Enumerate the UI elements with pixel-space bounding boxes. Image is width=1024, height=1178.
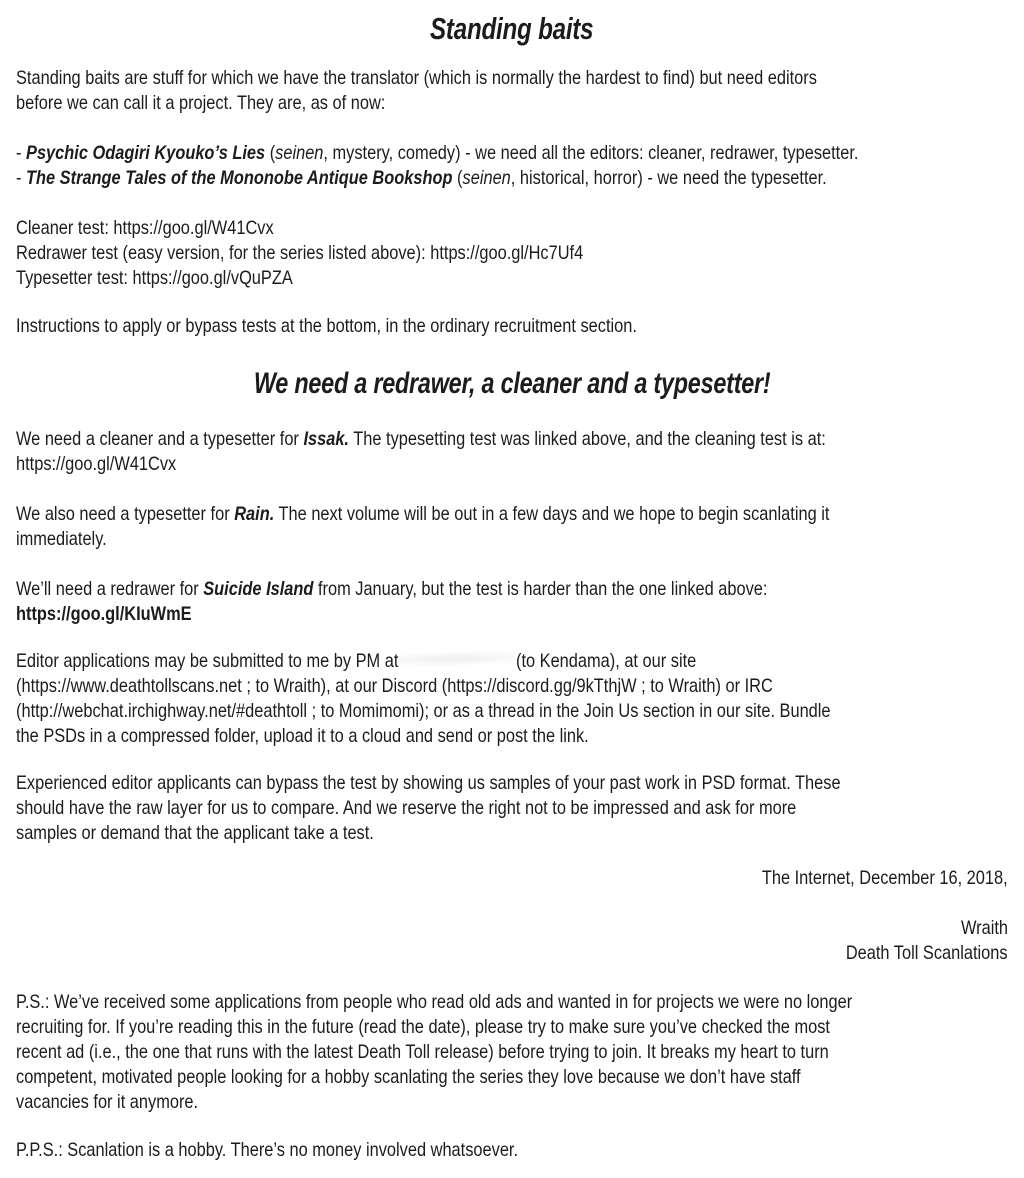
bait-list [16,141,859,191]
paragraph-applications: Editor applications may be submitted to me by PM at (to Kendama), at our site (https://www.deathtollscans.net ; to Wraith), at our Discord (https://discord.gg/9kTthjW ; to Wraith) or IRC (http://webchat.irchighway.net/#deathtoll ; to Momimomi); or as a thread in the Join Us section in our site. Bundle the PSDs in a compressed folder, upload it to a cloud and send or post the link. [16,650,831,747]
page-title: Standing baits [430,11,594,46]
typesetter-test-line: Typesetter test: https://goo.gl/vQuPZA [16,267,293,289]
redacted-text-gap [398,651,516,667]
standing-baits-intro: Standing baits are stuff for which we have the translator (which is normally the hardest to find) but need editors before we can call it a project. They are, as of now: [16,67,817,114]
paragraph-issak: We need a cleaner and a typesetter for Issak. The typesetting test was linked above, and the cleaning test is at: https://goo.gl/W41Cvx [16,428,826,475]
ps-paragraph: P.S.: We’ve received some applications from people who read old ads and wanted in for projects we were no longer recruiting for. If you’re reading this in the future (read the date), please try to make sure you’ve checked the most recent ad (i.e., the one that runs with the latest Death Toll release) before trying to join. It breaks my heart to turn competent, motivated people looking for a hobby scanlating the series they love because we don’t have staff vacancies for it anymore. [16,991,853,1113]
paragraph-suicide-island: We’ll need a redrawer for Suicide Island from January, but the test is harder than the one linked above: https://goo.gl/KIuWmE [16,578,768,625]
signoff-author-block [16,916,1008,966]
signoff-dateline-block [16,866,1008,891]
bait-item-mononobe-bookshop: - The Strange Tales of the Mononobe Antique Bookshop (seinen, historical, horror) - we need the typesetter. [16,167,827,189]
redrawer-test-line: Redrawer test (easy version, for the series listed above): https://goo.gl/Hc7Uf4 [16,242,584,264]
bait-item-psychic-odagiri: - Psychic Odagiri Kyouko’s Lies (seinen, mystery, comedy) - we need all the editors: cleaner, redrawer, typesetter. [16,142,859,164]
need-section [16,361,1008,407]
signoff-dateline: The Internet, December 16, 2018, [762,867,1008,889]
paragraph-bypass: Experienced editor applicants can bypass the test by showing us samples of your past work in PSD format. These should have the raw layer for us to compare. And we reserve the right not to be impressed and ask for more samples or demand that the applicant take a test. [16,772,841,844]
paragraph-rain: We also need a typesetter for Rain. The next volume will be out in a few days and we hope to begin scanlating it immediately. [16,503,830,550]
signoff-author: Wraith [960,917,1008,939]
standing-baits-section [16,8,1008,50]
test-links [16,216,849,291]
test-instructions-note: Instructions to apply or bypass tests at the bottom, in the ordinary recruitment section. [16,315,637,337]
pps-paragraph: P.P.S.: Scanlation is a hobby. There’s no money involved whatsoever. [16,1139,519,1161]
signoff-group: Death Toll Scanlations [846,942,1008,964]
need-section-heading: We need a redrawer, a cleaner and a typesetter! [253,367,771,400]
cleaner-test-line: Cleaner test: https://goo.gl/W41Cvx [16,217,274,239]
